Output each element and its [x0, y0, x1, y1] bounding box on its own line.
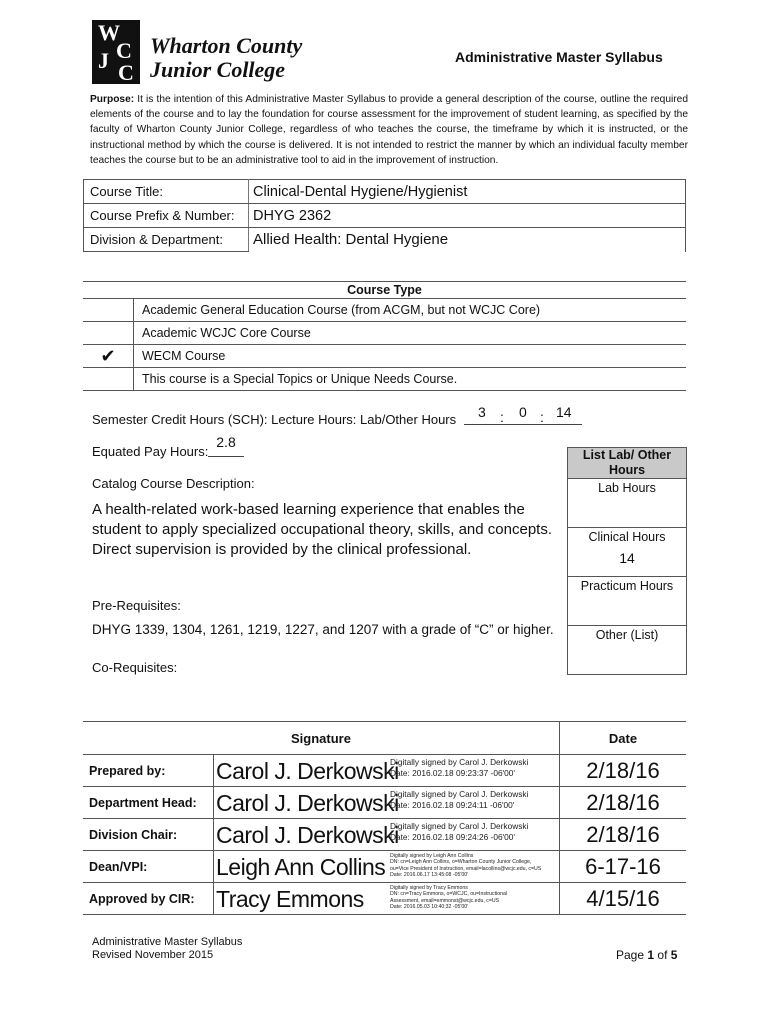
catalog-description — [92, 500, 552, 560]
purpose-paragraph — [90, 92, 688, 168]
signer-name: Leigh Ann Collins — [216, 854, 386, 880]
page-indicator — [616, 949, 677, 962]
signature-column-header: Signature — [83, 722, 560, 755]
course-prefix-value: DHYG 2362 — [249, 204, 686, 228]
sch-field — [464, 404, 582, 425]
other-hours-header: List Lab/ Other Hours — [568, 448, 687, 479]
digital-signature-note: Digitally signed by Tracy Emmons DN: cn=Tracy Emmons, o=WCJC, ou=Instructional Assessment, email=emmonst@wcjc.edu, c=US Date: 2016.05.03 10:40:32 -05'00' — [390, 885, 507, 910]
practicum-hours-label: Practicum Hours — [580, 579, 674, 593]
course-type-checkbox[interactable] — [83, 368, 134, 391]
lecture-hours-value: 3 — [478, 404, 486, 420]
prereq-text: DHYG 1339, 1304, 1261, 1219, 1227, and 1207 with a grade of “C” or higher. — [92, 622, 554, 637]
coreq-label: Co-Requisites: — [92, 660, 178, 675]
catalog-label: Catalog Course Description: — [92, 476, 255, 491]
purpose-text: It is the intention of this Administrative Master Syllabus to provide a general description of the course, outline the required elements of the course and to lay the foundation for course assessment for the improvement of student learning, as specified by the faculty of Wharton County Junior College, regardless of who teaches the course, the timeframe by which it is instructed, or the instructional method by which the course is delivered. It is not intended to restrict the manner by which an individual faculty member teaches the course but to be an administrative tool to aid in the improvement of instruction. — [90, 94, 688, 166]
signature-field[interactable] — [214, 851, 560, 883]
signature-date: 2/18/16 — [560, 787, 687, 819]
course-title-value: Clinical-Dental Hygiene/Hygienist — [249, 180, 686, 204]
logo-letter-w: W — [98, 20, 120, 45]
sch-label: Semester Credit Hours (SCH): Lecture Hours: Lab/Other Hours — [92, 412, 457, 427]
equated-field: 2.8 — [208, 434, 244, 457]
signature-field[interactable] — [214, 819, 560, 851]
clinical-hours-value: 14 — [619, 550, 635, 566]
other-hours-cell — [568, 626, 687, 675]
lab-hours-cell — [568, 479, 687, 528]
course-type-header: Course Type — [83, 282, 686, 299]
signature-field[interactable] — [214, 883, 560, 915]
course-title-label: Course Title: — [84, 180, 249, 204]
other-hours-table — [567, 447, 687, 675]
signature-role: Department Head: — [83, 787, 214, 819]
division-row — [84, 228, 686, 252]
footer-title: Administrative Master Syllabus — [92, 936, 243, 948]
course-prefix-label: Course Prefix & Number: — [84, 204, 249, 228]
digital-signature-note: Digitally signed by Carol J. Derkowski Date: 2016.02.18 09:23:37 -06'00' — [390, 757, 529, 778]
page-number: 1 — [647, 948, 655, 962]
signature-row — [83, 755, 686, 787]
purpose-label: Purpose: — [90, 94, 135, 105]
signature-role: Approved by CIR: — [83, 883, 214, 915]
page-of: of — [657, 948, 668, 962]
hours-separator: : — [540, 409, 544, 425]
logo-letter-c2: C — [118, 60, 134, 85]
signature-row — [83, 883, 686, 915]
other-hours-label: Other (List) — [595, 628, 659, 642]
signer-name: Tracy Emmons — [216, 886, 364, 912]
lab-hours-value: 0 — [519, 404, 527, 420]
digital-signature-note: Digitally signed by Carol J. Derkowski Date: 2016.02.18 09:24:26 -06'00' — [390, 821, 529, 842]
lab-hours-label: Lab Hours — [598, 481, 656, 495]
signature-field[interactable] — [214, 755, 560, 787]
course-type-checkbox[interactable] — [83, 299, 134, 322]
course-type-option — [83, 345, 686, 368]
college-name-line2: Junior College — [150, 57, 286, 82]
course-type-option — [83, 368, 686, 391]
course-title-row — [84, 180, 686, 204]
clinical-hours-cell — [568, 528, 687, 577]
prereq-label: Pre-Requisites: — [92, 598, 181, 613]
signature-row — [83, 819, 686, 851]
course-type-label: This course is a Special Topics or Unique Needs Course. — [134, 368, 687, 391]
catalog-line: Direct supervision is provided by the clinical professional. — [92, 541, 472, 558]
signature-row — [83, 851, 686, 883]
course-prefix-row — [84, 204, 686, 228]
course-type-label: Academic WCJC Core Course — [134, 322, 687, 345]
digital-signature-note: Digitally signed by Leigh Ann Collins DN: cn=Leigh Ann Collins, o=Wharton County Junior College, ou=Vice President of Instruction, email=lacollins@wcjc.edu, c=US Date: 2016.06.17 13:45:08 -05'00' — [390, 853, 542, 878]
signature-role: Prepared by: — [83, 755, 214, 787]
signature-date: 2/18/16 — [560, 819, 687, 851]
equated-label: Equated Pay Hours: — [92, 444, 209, 459]
course-type-table — [83, 281, 686, 391]
footer-left — [92, 936, 242, 962]
signer-name: Carol J. Derkowski — [216, 822, 399, 848]
signature-date: 2/18/16 — [560, 755, 687, 787]
hours-separator: : — [500, 409, 504, 425]
course-type-checkbox-checked[interactable]: ✔ — [83, 345, 134, 368]
catalog-line: student to apply specialized occupational theory, skills, and concepts. — [92, 521, 552, 538]
course-info-table — [83, 179, 686, 252]
clinical-hours-label: Clinical Hours — [588, 530, 666, 544]
page-prefix: Page — [616, 948, 645, 962]
course-type-option — [83, 322, 686, 345]
date-column-header: Date — [560, 722, 687, 755]
course-type-label: WECM Course — [134, 345, 687, 368]
signature-role: Dean/VPI: — [83, 851, 214, 883]
signature-field[interactable] — [214, 787, 560, 819]
signer-name: Carol J. Derkowski — [216, 790, 399, 816]
signature-role: Division Chair: — [83, 819, 214, 851]
signature-date: 6-17-16 — [560, 851, 687, 883]
catalog-line: A health-related work-based learning experience that enables the — [92, 501, 525, 518]
course-type-option — [83, 299, 686, 322]
document-title: Administrative Master Syllabus — [455, 49, 663, 65]
practicum-hours-cell — [568, 577, 687, 626]
signer-name: Carol J. Derkowski — [216, 758, 399, 784]
sch-value: 14 — [556, 404, 572, 420]
page-total: 5 — [670, 948, 678, 962]
logo-letter-j: J — [98, 48, 109, 73]
college-name-line1: Wharton County — [150, 33, 303, 58]
course-type-label: Academic General Education Course (from ACGM, but not WCJC Core) — [134, 299, 687, 322]
division-value: Allied Health: Dental Hygiene — [253, 231, 449, 249]
signature-row — [83, 787, 686, 819]
digital-signature-note: Digitally signed by Carol J. Derkowski Date: 2016.02.18 09:24:11 -06'00' — [390, 789, 529, 810]
signature-date: 4/15/16 — [560, 883, 687, 915]
footer-revised: Revised November 2015 — [92, 949, 214, 961]
course-type-checkbox[interactable] — [83, 322, 134, 345]
college-name — [150, 34, 302, 82]
signature-table — [83, 721, 686, 915]
logo-letter-c1: C — [116, 38, 132, 63]
college-logo — [92, 20, 140, 84]
division-label: Division & Department: — [84, 228, 249, 252]
